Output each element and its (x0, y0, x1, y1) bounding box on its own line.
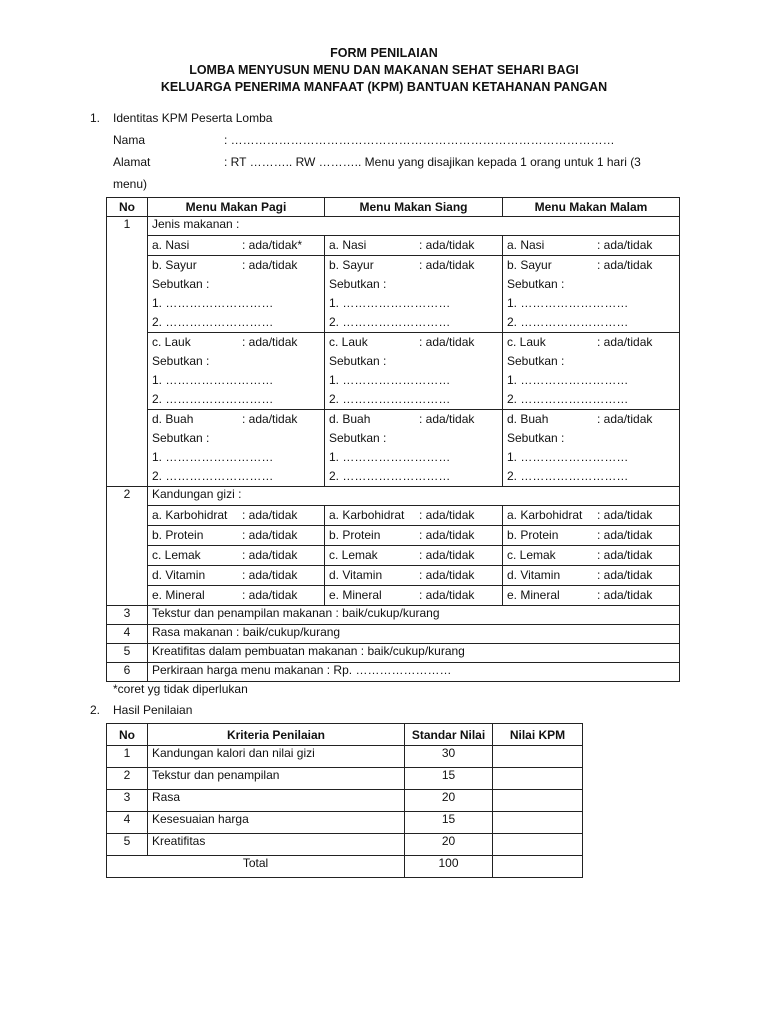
alamat-label: Alamat (113, 155, 151, 169)
header-no: No (107, 724, 148, 746)
fill-line-2[interactable]: 2. ……………………… (329, 469, 451, 483)
standard-score: 20 (405, 790, 493, 812)
sebutkan-label: Sebutkan : (152, 354, 210, 368)
table-row (107, 487, 680, 506)
fill-line-2[interactable]: 2. ……………………… (152, 469, 274, 483)
row-number: 1 (107, 217, 148, 487)
header-menu-pagi: Menu Makan Pagi (148, 198, 325, 217)
nutrient-label: e. Mineral (152, 588, 205, 602)
criteria-name: Kesesuaian harga (148, 812, 405, 834)
nutrient-label: e. Mineral (329, 588, 382, 602)
fill-line-2[interactable]: 2. ……………………… (152, 392, 274, 406)
item-label: d. Buah (152, 412, 194, 426)
item-label: c. Lauk (329, 335, 368, 349)
criteria-rasa[interactable]: Rasa makanan : baik/cukup/kurang (148, 625, 680, 644)
fill-line-2[interactable]: 2. ……………………… (329, 392, 451, 406)
alamat-continuation: menu) (113, 177, 148, 191)
table-row (107, 834, 583, 856)
row-number: 4 (107, 625, 148, 644)
nutrient-choice[interactable]: : ada/tidak (419, 508, 475, 522)
nutrient-label: b. Protein (329, 528, 381, 542)
sebutkan-label: Sebutkan : (329, 354, 387, 368)
nama-field[interactable]: : …………………………………………………………………………………… (224, 133, 615, 147)
row-number: 5 (107, 644, 148, 663)
nutrient-label: b. Protein (152, 528, 204, 542)
sebutkan-label: Sebutkan : (507, 431, 565, 445)
nutrient-choice[interactable]: : ada/tidak (419, 548, 475, 562)
nutrient-choice[interactable]: : ada/tidak (419, 528, 475, 542)
nutrient-choice[interactable]: : ada/tidak (597, 528, 653, 542)
fill-line-1[interactable]: 1. ……………………… (507, 450, 629, 464)
fill-line-1[interactable]: 1. ……………………… (152, 296, 274, 310)
item-label: d. Buah (507, 412, 549, 426)
table-row (107, 217, 680, 236)
header-kriteria: Kriteria Penilaian (148, 724, 405, 746)
sebutkan-label: Sebutkan : (507, 277, 565, 291)
section-2-heading: Hasil Penilaian (113, 703, 193, 717)
nutrient-label: a. Karbohidrat (152, 508, 228, 522)
sebutkan-label: Sebutkan : (152, 431, 210, 445)
nutrient-label: d. Vitamin (507, 568, 561, 582)
criteria-kreatifitas[interactable]: Kreatifitas dalam pembuatan makanan : baik/cukup/kurang (148, 644, 680, 663)
section-1-number: 1. (90, 111, 101, 125)
fill-line-1[interactable]: 1. ……………………… (329, 373, 451, 387)
row-number: 6 (107, 663, 148, 682)
criteria-tekstur[interactable]: Tekstur dan penampilan makanan : baik/cukup/kurang (148, 606, 680, 625)
table-row (107, 256, 680, 333)
criteria-name: Rasa (148, 790, 405, 812)
footnote: *coret yg tidak diperlukan (113, 682, 248, 696)
item-choice[interactable]: : ada/tidak (242, 412, 298, 426)
nutrient-choice[interactable]: : ada/tidak (242, 548, 298, 562)
fill-line-1[interactable]: 1. ……………………… (152, 373, 274, 387)
table-row (107, 566, 680, 586)
kpm-score-cell[interactable] (493, 812, 583, 834)
row-number: 2 (107, 487, 148, 606)
criteria-name: Tekstur dan penampilan (148, 768, 405, 790)
sebutkan-label: Sebutkan : (329, 277, 387, 291)
score-table (106, 723, 583, 878)
item-choice[interactable]: : ada/tidak (242, 258, 298, 272)
row-number: 3 (107, 790, 148, 812)
nutrient-label: d. Vitamin (329, 568, 383, 582)
criteria-harga[interactable]: Perkiraan harga menu makanan : Rp. …………………… (148, 663, 680, 682)
jenis-makanan-label: Jenis makanan : (148, 217, 680, 236)
fill-line-2[interactable]: 2. ……………………… (507, 392, 629, 406)
item-choice[interactable]: : ada/tidak (242, 335, 298, 349)
table-row (107, 546, 680, 566)
nutrient-label: b. Protein (507, 528, 559, 542)
nutrient-label: c. Lemak (507, 548, 556, 562)
fill-line-1[interactable]: 1. ……………………… (152, 450, 274, 464)
table-header-row (107, 198, 680, 217)
item-label: b. Sayur (329, 258, 374, 272)
table-row (107, 236, 680, 256)
nutrient-choice[interactable]: : ada/tidak (597, 548, 653, 562)
table-row (107, 410, 680, 487)
header-nilai-kpm: Nilai KPM (493, 724, 583, 746)
nutrient-label: a. Karbohidrat (329, 508, 405, 522)
row-number: 4 (107, 812, 148, 834)
row-number: 5 (107, 834, 148, 856)
item-choice[interactable]: : ada/tidak (597, 335, 653, 349)
table-row (107, 625, 680, 644)
table-row (107, 790, 583, 812)
item-choice[interactable]: : ada/tidak (597, 412, 653, 426)
section-2-number: 2. (90, 703, 101, 717)
fill-line-1[interactable]: 1. ……………………… (507, 296, 629, 310)
nutrient-choice[interactable]: : ada/tidak (597, 508, 653, 522)
item-label: a. Nasi (329, 238, 367, 252)
table-row (107, 586, 680, 606)
section-1-heading: Identitas KPM Peserta Lomba (113, 111, 273, 125)
form-subtitle-1: LOMBA MENYUSUN MENU DAN MAKANAN SEHAT SEHARI BAGI (189, 63, 579, 77)
total-standard-score: 100 (405, 856, 493, 878)
item-choice[interactable]: : ada/tidak (419, 335, 475, 349)
sebutkan-label: Sebutkan : (507, 354, 565, 368)
sebutkan-label: Sebutkan : (329, 431, 387, 445)
nutrient-choice[interactable]: : ada/tidak (242, 508, 298, 522)
table-row (107, 746, 583, 768)
item-choice[interactable]: : ada/tidak* (242, 238, 303, 252)
nama-label: Nama (113, 133, 146, 147)
header-standar-nilai: Standar Nilai (405, 724, 493, 746)
fill-line-1[interactable]: 1. ……………………… (507, 373, 629, 387)
criteria-name: Kandungan kalori dan nilai gizi (148, 746, 405, 768)
item-label: b. Sayur (152, 258, 197, 272)
header-no: No (107, 198, 148, 217)
row-number: 2 (107, 768, 148, 790)
fill-line-2[interactable]: 2. ……………………… (152, 315, 274, 329)
nutrient-choice[interactable]: : ada/tidak (242, 568, 298, 582)
kpm-score-cell[interactable] (493, 834, 583, 856)
table-row (107, 606, 680, 625)
row-number: 1 (107, 746, 148, 768)
item-choice[interactable]: : ada/tidak (597, 238, 653, 252)
table-row (107, 526, 680, 546)
row-number: 3 (107, 606, 148, 625)
item-label: b. Sayur (507, 258, 552, 272)
sebutkan-label: Sebutkan : (152, 277, 210, 291)
standard-score: 15 (405, 768, 493, 790)
fill-line-2[interactable]: 2. ……………………… (507, 469, 629, 483)
form-subtitle-2: KELUARGA PENERIMA MANFAAT (KPM) BANTUAN KETAHANAN PANGAN (160, 80, 608, 94)
total-row (107, 856, 583, 878)
nutrient-label: c. Lemak (152, 548, 201, 562)
table-row (107, 333, 680, 410)
criteria-name: Kreatifitas (148, 834, 405, 856)
table-row (107, 644, 680, 663)
alamat-field[interactable]: : RT ……….. RW ……….. Menu yang disajikan kepada 1 orang untuk 1 hari (3 (224, 155, 641, 169)
menu-assessment-table (106, 197, 680, 682)
total-label: Total (107, 856, 405, 878)
nutrient-choice[interactable]: : ada/tidak (597, 588, 653, 602)
kpm-score-cell[interactable] (493, 790, 583, 812)
standard-score: 15 (405, 812, 493, 834)
nutrient-label: e. Mineral (507, 588, 560, 602)
table-header-row (107, 724, 583, 746)
nutrient-choice[interactable]: : ada/tidak (419, 568, 475, 582)
nutrient-choice[interactable]: : ada/tidak (597, 568, 653, 582)
kandungan-gizi-label: Kandungan gizi : (148, 487, 680, 506)
fill-line-2[interactable]: 2. ……………………… (507, 315, 629, 329)
fill-line-1[interactable]: 1. ……………………… (329, 296, 451, 310)
nutrient-choice[interactable]: : ada/tidak (419, 588, 475, 602)
table-row (107, 506, 680, 526)
kpm-score-cell[interactable] (493, 768, 583, 790)
form-title: FORM PENILAIAN (330, 46, 438, 60)
item-label: a. Nasi (507, 238, 545, 252)
nutrient-label: a. Karbohidrat (507, 508, 583, 522)
fill-line-2[interactable]: 2. ……………………… (329, 315, 451, 329)
standard-score: 30 (405, 746, 493, 768)
kpm-score-cell[interactable] (493, 746, 583, 768)
item-choice[interactable]: : ada/tidak (419, 238, 475, 252)
item-label: a. Nasi (152, 238, 190, 252)
item-label: c. Lauk (152, 335, 191, 349)
nutrient-choice[interactable]: : ada/tidak (242, 528, 298, 542)
header-menu-malam: Menu Makan Malam (503, 198, 680, 217)
fill-line-1[interactable]: 1. ……………………… (329, 450, 451, 464)
total-kpm-score-cell[interactable] (493, 856, 583, 878)
item-label: d. Buah (329, 412, 371, 426)
standard-score: 20 (405, 834, 493, 856)
nutrient-choice[interactable]: : ada/tidak (242, 588, 298, 602)
item-choice[interactable]: : ada/tidak (419, 412, 475, 426)
nutrient-label: d. Vitamin (152, 568, 206, 582)
item-label: c. Lauk (507, 335, 546, 349)
item-choice[interactable]: : ada/tidak (597, 258, 653, 272)
table-row (107, 663, 680, 682)
table-row (107, 768, 583, 790)
header-menu-siang: Menu Makan Siang (325, 198, 503, 217)
table-row (107, 812, 583, 834)
nutrient-label: c. Lemak (329, 548, 378, 562)
item-choice[interactable]: : ada/tidak (419, 258, 475, 272)
